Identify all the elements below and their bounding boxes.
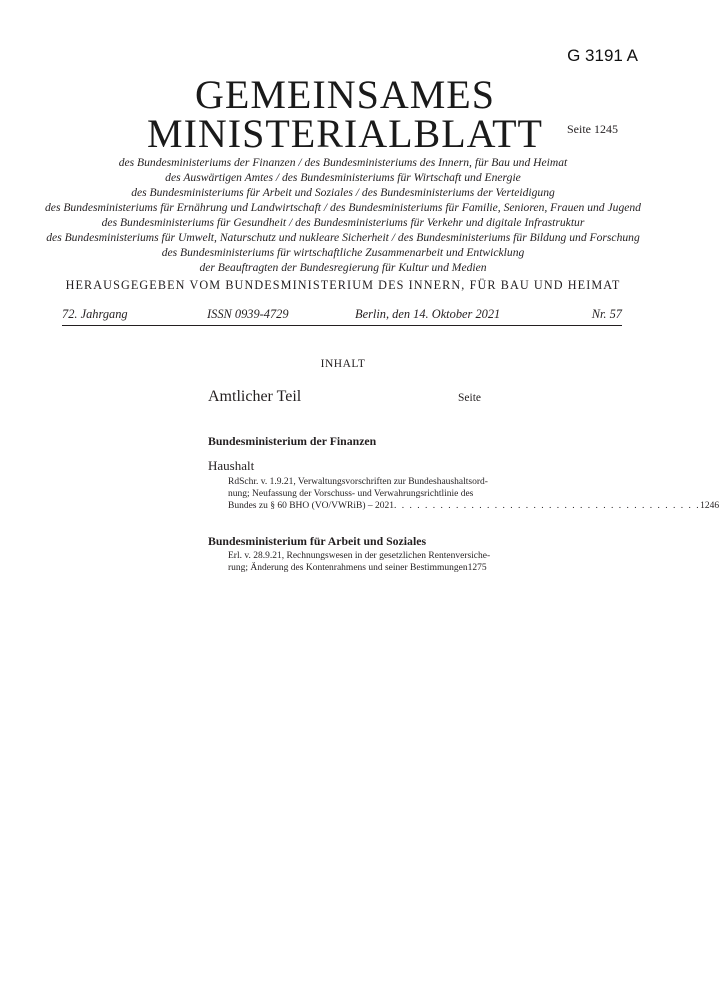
issue-number: Nr. 57	[591, 307, 622, 321]
entry-line: Erl. v. 28.9.21, Rechnungswesen in der gesetzlichen Rentenversiche-	[228, 551, 491, 561]
contents-entry[interactable]	[228, 551, 491, 575]
dot-leader: . . . . . . . . . . . . . . . . . . . . . . . . . . . . . . . . . . . . . . . .	[393, 500, 701, 511]
publisher-ministry-line: der Beauftragten der Bundesregierung für Kultur und Medien	[199, 261, 487, 274]
section-title: Amtlicher Teil	[208, 388, 302, 405]
publisher-ministry-line: des Auswärtigen Amtes / des Bundesministeriums für Wirtschaft und Energie	[165, 171, 521, 184]
issn: ISSN 0939-4729	[207, 307, 289, 321]
publisher-ministry-line: des Bundesministeriums der Finanzen / des Bundesministeriums des Innern, für Bau und Heimat	[118, 156, 568, 169]
entry-line: Bundes zu § 60 BHO (VO/VWRiB) – 2021	[228, 500, 394, 511]
publisher-ministry-line: des Bundesministeriums für wirtschaftliche Zusammenarbeit und Entwicklung	[161, 246, 525, 259]
ministry-heading: Bundesministerium der Finanzen	[208, 434, 377, 448]
entry-last-line	[228, 562, 487, 575]
issue-info-row	[62, 307, 622, 326]
entry-page: 1275	[467, 562, 487, 573]
publisher-ministry-line: des Bundesministeriums für Arbeit und Soziales / des Bundesministeriums der Verteidigung	[131, 186, 555, 199]
publisher-ministry-line: des Bundesministeriums für Ernährung und Landwirtschaft / des Bundesministeriums für Familie, Senioren, Frauen und Jugend	[45, 201, 641, 214]
contents-heading: INHALT	[320, 358, 366, 370]
journal-title-line2: MINISTERIALBLATT	[147, 111, 543, 156]
ministry-heading: Bundesministerium für Arbeit und Soziales	[208, 534, 427, 548]
entry-last-line	[228, 500, 719, 513]
document-code: G 3191 A	[567, 46, 638, 65]
publisher-statement: HERAUSGEGEBEN VOM BUNDESMINISTERIUM DES INNERN, FÜR BAU UND HEIMAT	[65, 278, 621, 292]
entry-line: rung; Änderung des Kontenrahmens und seiner Bestimmungen	[228, 562, 468, 573]
page-number: Seite 1245	[567, 122, 618, 136]
topic-heading: Haushalt	[208, 458, 255, 473]
entry-line: nung; Neufassung der Vorschuss- und Verwahrungsrichtlinie des	[228, 488, 474, 499]
page-column-label: Seite	[458, 392, 481, 404]
journal-title-line1: GEMEINSAMES	[195, 72, 495, 117]
publisher-ministry-line: des Bundesministeriums für Umwelt, Naturschutz und nukleare Sicherheit / des Bundesministeriums für Bildung und Forschung	[46, 231, 640, 244]
volume-year: 72. Jahrgang	[62, 307, 128, 321]
place-date: Berlin, den 14. Oktober 2021	[355, 307, 501, 321]
entry-line: RdSchr. v. 1.9.21, Verwaltungsvorschriften zur Bundeshaushaltsord-	[228, 477, 488, 487]
contents-entry[interactable]	[228, 477, 719, 512]
entry-page: 1246	[700, 500, 719, 511]
publisher-ministry-line: des Bundesministeriums für Gesundheit / des Bundesministeriums für Verkehr und digitale Infrastruktur	[101, 216, 585, 229]
